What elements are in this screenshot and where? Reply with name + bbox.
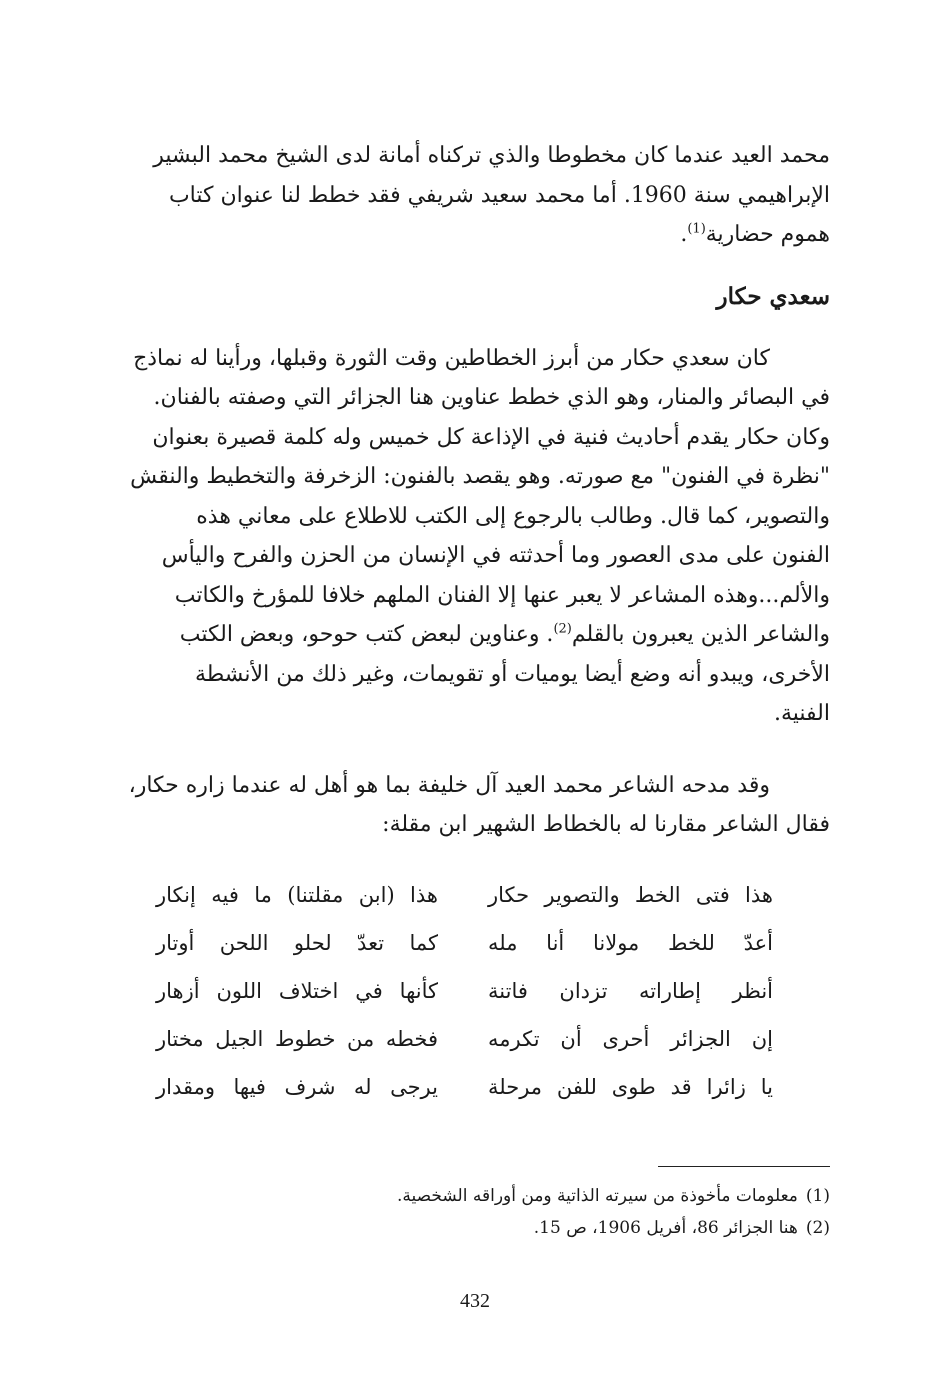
paragraph-line-text: . وعناوين لبعض كتب حوحو، وبعض الكتب xyxy=(179,622,554,647)
paragraph-1 xyxy=(95,339,830,734)
poem-verse xyxy=(95,1015,830,1063)
intro-line xyxy=(95,215,830,255)
paragraph-line: في البصائر والمنار، وهو الذي خطط عناوين هنا الجزائر التي وصفته بالفنان. xyxy=(153,385,830,410)
poem xyxy=(95,871,830,1111)
footnote-1 xyxy=(95,1180,830,1212)
footnote-number: (2) xyxy=(805,1218,830,1238)
verse-second-hemistich: كأنها في اختلاف اللون أزهار xyxy=(156,978,438,1003)
intro-line-end: . xyxy=(680,222,688,247)
footnotes xyxy=(95,1180,830,1244)
intro-line: محمد العيد عندما كان مخطوطا والذي تركناه أمانة لدى الشيخ محمد البشير xyxy=(153,143,830,168)
intro-line-text: هموم حضارية xyxy=(705,222,830,247)
intro-paragraph xyxy=(95,136,830,255)
verse-first-hemistich: يا زائرا قد طوى للفن مرحلة xyxy=(488,1074,773,1099)
page-body xyxy=(95,136,830,1111)
intro-line: الإبراهيمي سنة 1960. أما محمد سعيد شريفي فقد خطط لنا عنوان كتاب xyxy=(168,182,830,208)
verse-second-hemistich: فخطه من خطوط الجيل مختار xyxy=(156,1026,438,1051)
verse-first-hemistich: أنظر إطاراته تزدان فاتنة xyxy=(488,978,773,1003)
paragraph-line: "نظرة في الفنون" مع صورته. وهو يقصد بالفنون: الزخرفة والتخطيط والنقش xyxy=(130,464,830,489)
section-heading: سعدي حكار xyxy=(716,282,830,310)
poem-verse xyxy=(95,871,830,919)
page-number: 432 xyxy=(460,1290,490,1312)
verse-second-hemistich: هذا (ابن مقلتنا) ما فيه إنكار xyxy=(156,882,438,907)
paragraph-line: الفنون على مدى العصور وما أحدثته في الإنسان من الحزن والفرح واليأس xyxy=(161,543,830,568)
verse-second-hemistich: كما تعدّ لحلو اللحن أوتار xyxy=(156,930,438,955)
paragraph-line xyxy=(95,615,830,655)
poem-verse xyxy=(95,919,830,967)
footnote-text: هنا الجزائر 86، أفريل 1906، ص 15. xyxy=(533,1218,798,1238)
paragraph-line-text: والشاعر الذين يعبرون بالقلم xyxy=(571,622,830,647)
paragraph-line: والتصوير، كما قال. وطالب بالرجوع إلى الكتب للاطلاع على معاني هذه xyxy=(196,503,830,529)
poem-verse xyxy=(95,1063,830,1111)
verse-second-hemistich: يرجى له شرف فيها ومقدار xyxy=(156,1074,438,1099)
paragraph-line: الفنية. xyxy=(773,701,830,726)
paragraph-line: الأخرى، ويبدو أنه وضع أيضا يوميات أو تقويمات، وغير ذلك من الأنشطة xyxy=(194,661,830,687)
footnote-2 xyxy=(95,1212,830,1244)
footnote-ref-2[interactable]: (2) xyxy=(553,621,572,637)
paragraph-line: وكان حكار يقدم أحاديث فنية في الإذاعة كل خميس وله كلمة قصيرة بعنوان xyxy=(152,424,830,450)
footnote-separator xyxy=(658,1166,830,1167)
footnote-ref-1[interactable]: (1) xyxy=(687,221,706,237)
footnote-number: (1) xyxy=(805,1186,830,1206)
footnote-text: معلومات مأخوذة من سيرته الذاتية ومن أوراقه الشخصية. xyxy=(397,1186,798,1206)
verse-first-hemistich: أعدّ للخط مولانا أنا مله xyxy=(488,930,773,955)
poem-verse xyxy=(95,967,830,1015)
paragraph-line: وقد مدحه الشاعر محمد العيد آل خليفة بما هو أهل له عندما زاره حكار، xyxy=(128,772,770,798)
verse-first-hemistich: إن الجزائر أحرى أن تكرمه xyxy=(488,1026,773,1051)
paragraph-line: فقال الشاعر مقارنا له بالخطاط الشهير ابن مقلة: xyxy=(382,812,830,837)
paragraph-2 xyxy=(95,766,830,845)
paragraph-line: كان سعدي حكار من أبرز الخطاطين وقت الثورة وقبلها، ورأينا له نماذج xyxy=(133,345,770,371)
verse-first-hemistich: هذا فتى الخط والتصوير حكار xyxy=(488,882,773,907)
paragraph-line: والألم...وهذه المشاعر لا يعبر عنها إلا الفنان الملهم خلافا للمؤرخ والكاتب xyxy=(174,582,830,608)
